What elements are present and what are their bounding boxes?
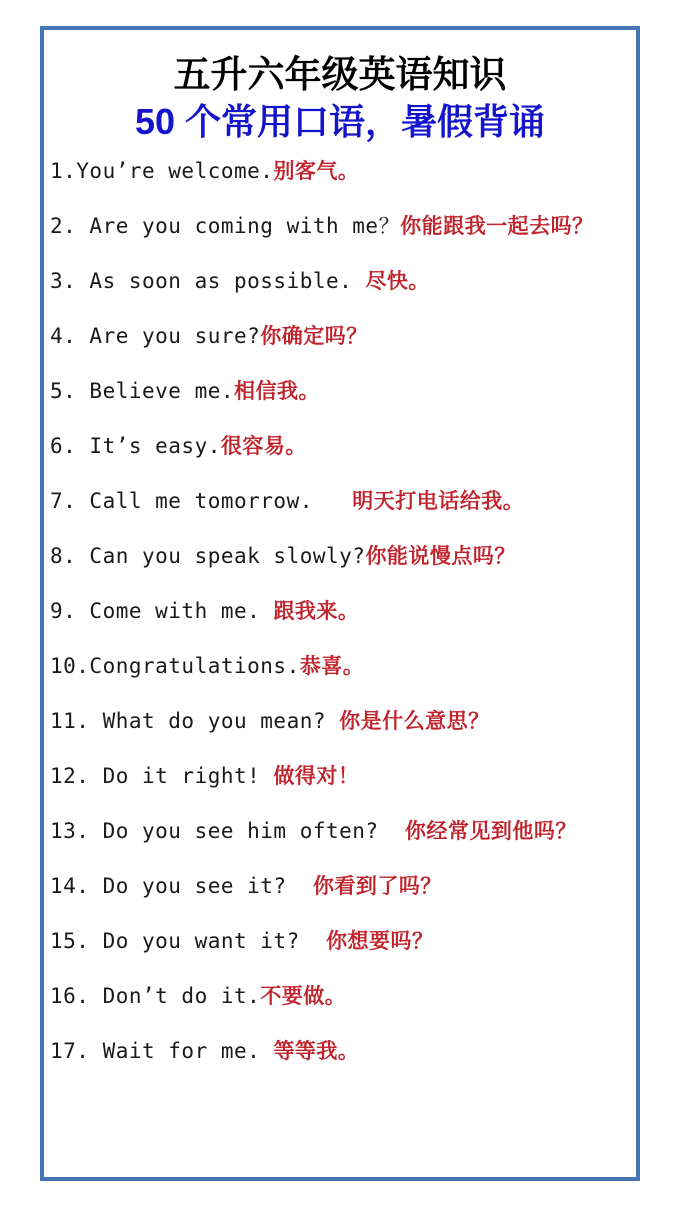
list-item bbox=[50, 914, 632, 969]
list-item bbox=[50, 419, 632, 474]
english-phrase: 4. Are you sure? bbox=[50, 324, 261, 349]
chinese-translation: 你能跟我一起去吗？ bbox=[400, 214, 594, 239]
chinese-translation: 跟我来。 bbox=[273, 599, 360, 624]
chinese-translation: 你经常见到他吗？ bbox=[404, 819, 577, 844]
chinese-translation: 相信我。 bbox=[234, 379, 321, 404]
chinese-translation: 明天打电话给我。 bbox=[352, 489, 525, 514]
chinese-translation: 尽快。 bbox=[365, 269, 430, 294]
chinese-translation: 你想要吗？ bbox=[326, 929, 434, 954]
english-phrase: 7. Call me tomorrow. bbox=[50, 489, 353, 514]
page-title: 五升六年级英语知识 bbox=[173, 54, 507, 95]
chinese-translation: 别客气。 bbox=[273, 159, 360, 184]
list-item bbox=[50, 859, 632, 914]
list-item bbox=[50, 199, 632, 254]
chinese-translation: 你确定吗？ bbox=[260, 324, 368, 349]
chinese-translation: 你是什么意思？ bbox=[339, 709, 490, 734]
english-phrase: 16. Don’t do it. bbox=[50, 984, 261, 1009]
english-phrase: 8. Can you speak slowly? bbox=[50, 544, 366, 569]
english-phrase: 10.Congratulations. bbox=[50, 654, 300, 679]
english-phrase: 17. Wait for me. bbox=[50, 1039, 274, 1064]
english-phrase: 3. As soon as possible. bbox=[50, 269, 366, 294]
list-item bbox=[50, 144, 632, 199]
english-phrase: 1.You’re welcome. bbox=[50, 159, 274, 184]
list-item bbox=[50, 364, 632, 419]
list-item bbox=[50, 969, 632, 1024]
english-phrase: 11. What do you mean? bbox=[50, 709, 340, 734]
list-item bbox=[50, 254, 632, 309]
list-item bbox=[50, 1024, 632, 1079]
chinese-translation: 做得对！ bbox=[273, 764, 360, 789]
list-item bbox=[50, 639, 632, 694]
english-phrase: 5. Believe me. bbox=[50, 379, 235, 404]
phrase-list bbox=[44, 144, 636, 1079]
english-phrase: 13. Do you see him often? bbox=[50, 819, 405, 844]
list-item bbox=[50, 694, 632, 749]
list-item bbox=[50, 529, 632, 584]
english-phrase: 6. It’s easy. bbox=[50, 434, 221, 459]
chinese-translation: 不要做。 bbox=[260, 984, 347, 1009]
english-phrase: 9. Come with me. bbox=[50, 599, 274, 624]
list-item bbox=[50, 749, 632, 804]
english-phrase: 12. Do it right! bbox=[50, 764, 274, 789]
english-phrase: 14. Do you see it? bbox=[50, 874, 313, 899]
english-phrase: 15. Do you want it? bbox=[50, 929, 327, 954]
chinese-translation: 恭喜。 bbox=[299, 654, 365, 679]
english-phrase: 2. Are you coming with me？ bbox=[50, 214, 401, 239]
list-item bbox=[50, 309, 632, 364]
chinese-translation: 你能说慢点吗？ bbox=[365, 544, 516, 569]
chinese-translation: 等等我。 bbox=[273, 1039, 360, 1064]
chinese-translation: 很容易。 bbox=[220, 434, 307, 459]
list-item bbox=[50, 474, 632, 529]
document-border-frame bbox=[40, 26, 640, 1181]
list-item bbox=[50, 584, 632, 639]
page-subtitle: 50 个常用口语，暑假背诵 bbox=[134, 100, 546, 142]
list-item bbox=[50, 804, 632, 859]
chinese-translation: 你看到了吗？ bbox=[312, 874, 442, 899]
